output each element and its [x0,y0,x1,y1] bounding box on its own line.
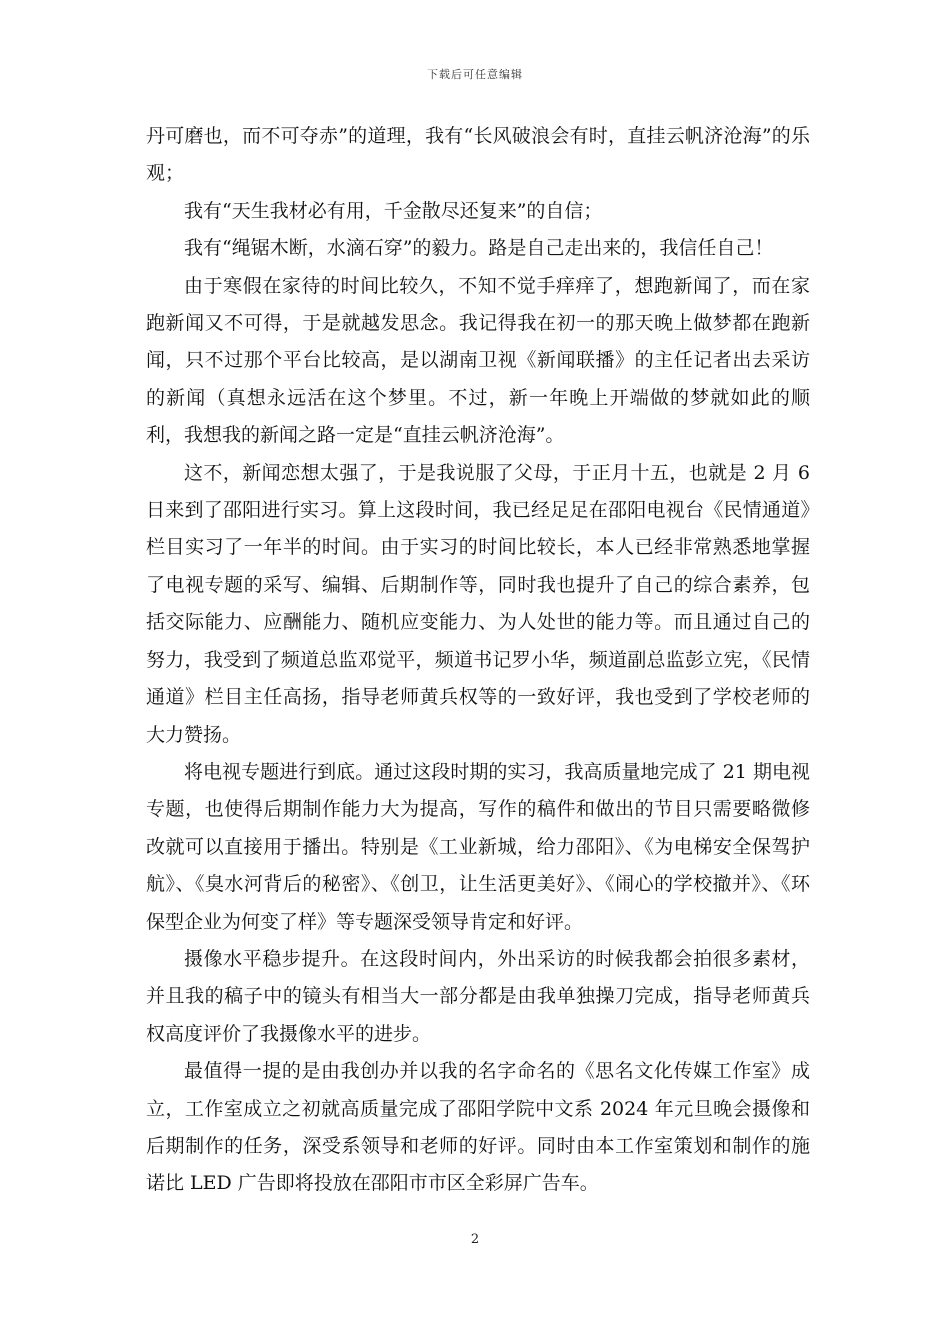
paragraph-7: 摄像水平稳步提升。在这段时间内，外出采访的时候我都会拍很多素材，并且我的稿子中的镜头有相当大一部分都是由我单独操刀完成，指导老师黄兵权高度评价了我摄像水平的进步。 [146,947,810,1045]
paragraph-4: 由于寒假在家待的时间比较久，不知不觉手痒痒了，想跑新闻了，而在家跑新闻又不可得，于是就越发思念。我记得我在初一的那天晚上做梦都在跑新闻，只不过那个平台比较高，是以湖南卫视《新闻联播》的主任记者出去采访的新闻（真想永远活在这个梦里。不过，新一年晚上开端做的梦就如此的顺利，我想我的新闻之路一定是“直挂云帆济沧海”。 [146,274,810,447]
paragraph-8: 最值得一提的是由我创办并以我的名字命名的《思名文化传媒工作室》成立，工作室成立之初就高质量完成了邵阳学院中文系 2024 年元旦晚会摄像和后期制作的任务，深受系领导和老师的好评。同时由本工作室策划和制作的施诺比 LED 广告即将投放在邵阳市市区全彩屏广告车。 [146,1060,810,1195]
page-number: 2 [470,1232,480,1247]
page-header: 下载后可任意编辑 [427,68,523,81]
paragraph-3: 我有“绳锯木断，水滴石穿”的毅力。路是自己走出来的，我信任自己！ [184,237,774,260]
paragraph-2: 我有“天生我材必有用，千金散尽还复来”的自信； [184,199,603,222]
paragraph-5: 这不，新闻恋想太强了，于是我说服了父母，于正月十五，也就是 2 月 6 日来到了邵阳进行实习。算上这段时间，我已经足足在邵阳电视台《民情通道》栏目实习了一年半的时间。由于实习的时间比较长，本人已经非常熟悉地掌握了电视专题的采写、编辑、后期制作等，同时我也提升了自己的综合素养，包括交际能力、应酬能力、随机应变能力、为人处世的能力等。而且通过自己的努力，我受到了频道总监邓觉平，频道书记罗小华，频道副总监彭立宪，《民情通道》栏目主任高扬，指导老师黄兵权等的一致好评，我也受到了学校老师的大力赞扬。 [146,461,810,746]
paragraph-6: 将电视专题进行到底。通过这段时期的实习，我高质量地完成了 21 期电视专题，也使得后期制作能力大为提高，写作的稿件和做出的节目只需要略微修改就可以直接用于播出。特别是《工业新城，给力邵阳》、《为电梯安全保驾护航》、《臭水河背后的秘密》、《创卫，让生活更美好》、《闹心的学校撤并》、《环保型企业为何变了样》等专题深受领导肯定和好评。 [146,760,810,933]
paragraph-1: 丹可磨也，而不可夺赤”的道理，我有“长风破浪会有时，直挂云帆济沧海”的乐观； [146,125,810,185]
document-body [146,118,810,1203]
